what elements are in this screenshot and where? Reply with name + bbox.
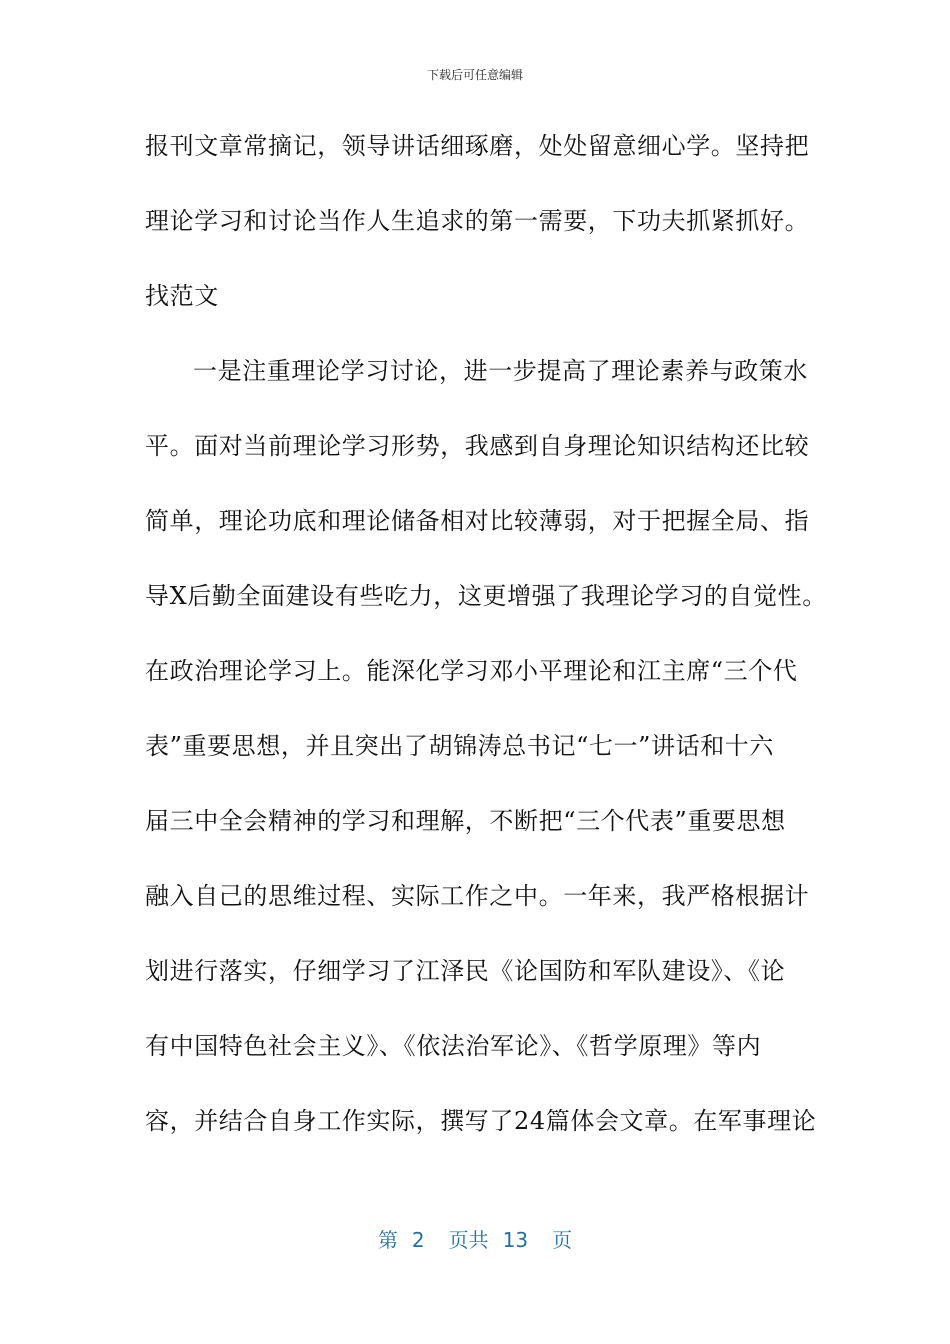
text-line: 有中国特色社会主义》、《依法治军论》、《哲学原理》等内	[145, 1032, 762, 1060]
text-line: 表”重要思想，并且突出了胡锦涛总书记“七一”讲话和十六	[145, 732, 775, 760]
text-line: 平。面对当前理论学习形势，我感到自身理论知识结构还比较	[145, 432, 810, 460]
footer-prefix: 第	[377, 1228, 398, 1252]
text-line: 融入自己的思维过程、实际工作之中。一年来，我严格根据计	[145, 882, 810, 910]
footer-middle: 页共	[448, 1228, 489, 1252]
footer-suffix: 页	[552, 1228, 573, 1252]
text-line: 报刊文章常摘记，领导讲话细琢磨，处处留意细心学。坚持把	[145, 132, 810, 160]
text-line: 找范文	[145, 282, 219, 310]
text-line: 在政治理论学习上。能深化学习邓小平理论和江主席“三个代	[145, 657, 798, 685]
text-line: 届三中全会精神的学习和理解，不断把“三个代表”重要思想	[145, 807, 786, 835]
text-line: 理论学习和讨论当作人生追求的第一需要，下功夫抓紧抓好。	[145, 207, 810, 235]
document-body	[145, 122, 827, 1172]
paragraph-start-line: 一是注重理论学习讨论，进一步提高了理论素养与政策水	[193, 357, 808, 385]
header-note: 下载后可任意编辑	[426, 68, 523, 82]
text-line: 容，并结合自身工作实际，撰写了24篇体会文章。在军事理论	[145, 1107, 817, 1135]
total-page-count: 13	[502, 1228, 529, 1252]
current-page-number: 2	[411, 1228, 425, 1252]
page-footer	[0, 1224, 950, 1253]
text-line: 划进行落实，仔细学习了江泽民《论国防和军队建设》、《论	[145, 957, 786, 985]
text-line: 导X后勤全面建设有些吃力，这更增强了我理论学习的自觉性。	[145, 582, 827, 610]
text-line: 简单，理论功底和理论储备相对比较薄弱，对于把握全局、指	[145, 507, 810, 535]
